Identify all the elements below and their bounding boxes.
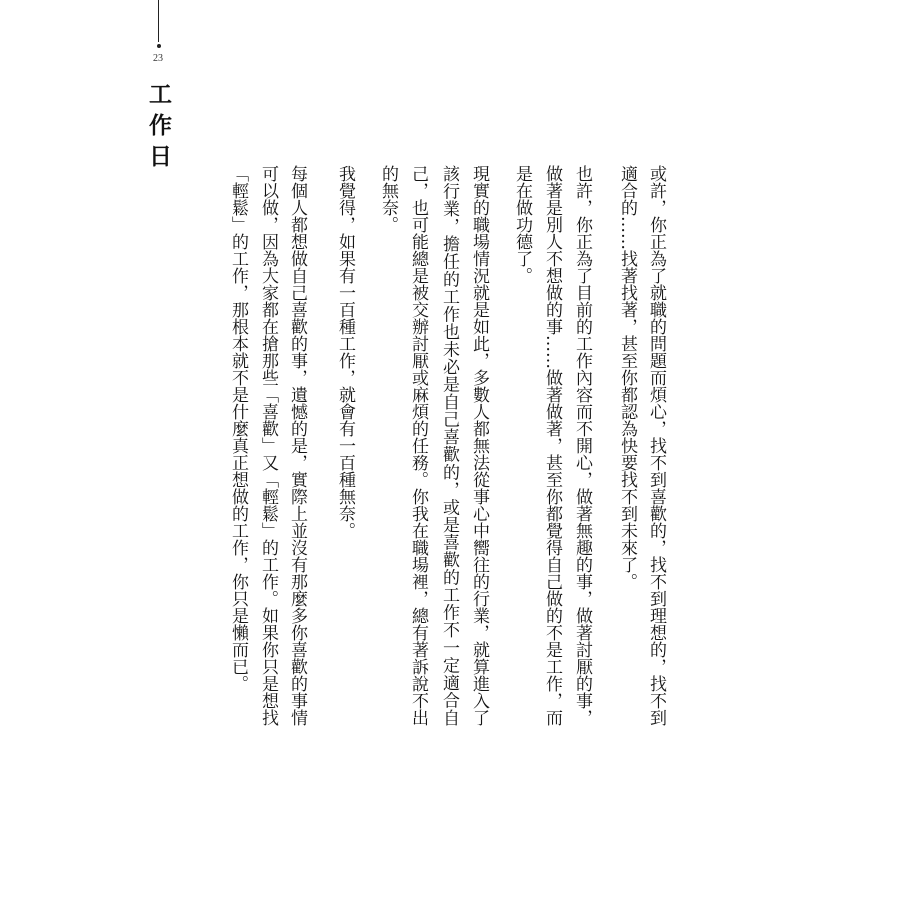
text-column: 我覺得，如果有一百種工作，就會有一百種無奈。 [335, 165, 355, 539]
margin-rule-line [158, 0, 159, 42]
chapter-title: 工作日 [145, 82, 171, 175]
text-column: 「輕鬆」的工作，那根本就不是什麼真正想做的工作，你只是懶而已。 [228, 165, 248, 692]
margin-dot [157, 44, 161, 48]
page-number: 23 [153, 53, 163, 64]
text-column: 己，也可能總是被交辦討厭或麻煩的任務。你我在職場裡，總有著訴說不出 [408, 165, 428, 726]
text-column: 每個人都想做自己喜歡的事，遺憾的是，實際上並沒有那麼多你喜歡的事情 [287, 165, 307, 726]
text-column: 該行業，擔任的工作也未必是自己喜歡的，或是喜歡的工作不一定適合自 [439, 165, 459, 726]
text-column: 是在做功德了。 [512, 165, 532, 284]
text-column: 適合的……找著找著，甚至你都認為快要找不到未來了。 [617, 165, 637, 590]
text-column: 的無奈。 [378, 165, 398, 233]
text-column: 做著是別人不想做的事……做著做著，甚至你都覺得自己做的不是工作，而 [542, 165, 562, 726]
text-column: 可以做，因為大家都在搶那些「喜歡」又「輕鬆」的工作。如果你只是想找 [258, 165, 278, 726]
text-column: 也許，你正為了目前的工作內容而不開心，做著無趣的事，做著討厭的事， [572, 165, 592, 726]
text-column: 或許，你正為了就職的問題而煩心，找不到喜歡的，找不到理想的，找不到 [646, 165, 666, 726]
text-column: 現實的職場情況就是如此，多數人都無法從事心中嚮往的行業，就算進入了 [469, 165, 489, 726]
